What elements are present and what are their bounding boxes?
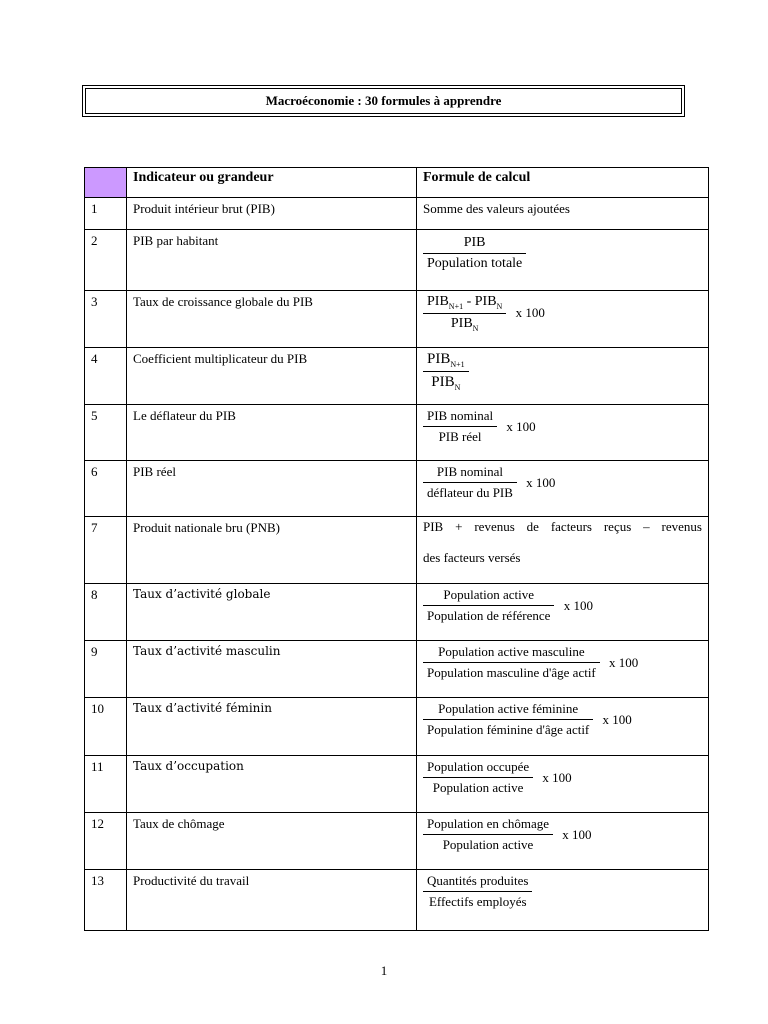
row-formula	[417, 461, 709, 517]
row-label: Productivité du travail	[127, 870, 417, 931]
fraction	[423, 701, 593, 738]
row-label: Produit nationale bru (PNB)	[127, 517, 417, 584]
fraction-denominator: Effectifs employés	[428, 894, 527, 909]
table-row	[85, 461, 709, 517]
header-indicator: Indicateur ou grandeur	[127, 168, 417, 198]
table-row	[85, 230, 709, 291]
row-formula	[417, 870, 709, 931]
row-number: 7	[85, 517, 127, 584]
num-part: PIB	[427, 351, 451, 367]
row-formula	[417, 230, 709, 291]
multiplier: x 100	[563, 597, 593, 613]
fraction-numerator: Quantités produites	[423, 873, 532, 892]
fraction-numerator: Population active masculine	[423, 644, 600, 663]
fraction-denominator: déflateur du PIB	[427, 485, 513, 500]
row-number: 12	[85, 813, 127, 870]
row-label: Produit intérieur brut (PIB)	[127, 198, 417, 230]
row-number: 3	[85, 291, 127, 348]
row-label: PIB réel	[127, 461, 417, 517]
num-sub2: N	[496, 301, 503, 311]
document-title: Macroéconomie : 30 formules à apprendre	[85, 88, 682, 114]
row-number: 4	[85, 348, 127, 405]
row-formula	[417, 405, 709, 461]
header-formula: Formule de calcul	[417, 168, 709, 198]
fraction-numerator	[423, 294, 506, 314]
fraction-denominator: Population totale	[427, 256, 523, 271]
fraction-numerator: PIB nominal	[423, 408, 497, 427]
formula-line-1: PIB + revenus de facteurs reçus – revenus	[423, 519, 702, 534]
den-part: PIB	[431, 374, 455, 390]
row-formula	[417, 348, 709, 405]
row-label: Taux d’activité masculin	[127, 641, 417, 698]
row-formula	[417, 517, 709, 584]
fraction-numerator: PIB nominal	[423, 464, 517, 483]
row-formula: Somme des valeurs ajoutées	[417, 198, 709, 230]
row-formula	[417, 698, 709, 756]
multiplier: x 100	[526, 474, 556, 490]
fraction-denominator: PIB réel	[438, 429, 482, 444]
row-number: 5	[85, 405, 127, 461]
multiplier: x 100	[542, 769, 572, 785]
fraction	[423, 464, 517, 501]
formula-line-2: des facteurs versés	[423, 550, 521, 565]
row-number: 1	[85, 198, 127, 230]
title-box	[82, 85, 685, 117]
multiplier: x 100	[602, 711, 632, 727]
fraction	[423, 587, 554, 624]
table-row	[85, 698, 709, 756]
row-number: 9	[85, 641, 127, 698]
row-number: 2	[85, 230, 127, 291]
table-row	[85, 291, 709, 348]
den-sub: N	[454, 383, 461, 392]
row-formula	[417, 291, 709, 348]
row-number: 11	[85, 756, 127, 813]
header-corner-cell	[85, 168, 127, 198]
table-row	[85, 517, 709, 584]
fraction	[423, 816, 553, 853]
fraction-denominator: Population active	[442, 837, 534, 852]
row-number: 13	[85, 870, 127, 931]
fraction-denominator: Population de référence	[427, 608, 551, 623]
fraction-numerator: Population active	[423, 587, 554, 606]
row-label: Coefficient multiplicateur du PIB	[127, 348, 417, 405]
page-number: 1	[380, 963, 388, 978]
num-part: PIB	[427, 294, 449, 309]
formula-table	[84, 167, 709, 931]
row-label: Taux d’activité globale	[127, 584, 417, 641]
den-part: PIB	[450, 315, 473, 331]
fraction-numerator: PIB	[423, 235, 526, 254]
multiplier: x 100	[506, 418, 536, 434]
num-part2: - PIB	[463, 294, 497, 309]
fraction-numerator: Population active féminine	[423, 701, 593, 720]
fraction-numerator	[423, 351, 469, 372]
fraction	[423, 294, 506, 333]
num-sub: N+1	[450, 360, 465, 369]
num-sub: N+1	[448, 301, 464, 311]
row-label: Le déflateur du PIB	[127, 405, 417, 461]
fraction-denominator: Population active	[432, 780, 524, 795]
fraction-numerator: Population en chômage	[423, 816, 553, 835]
row-formula	[417, 641, 709, 698]
fraction	[423, 759, 533, 796]
table-row	[85, 348, 709, 405]
table-row	[85, 813, 709, 870]
fraction	[423, 235, 526, 272]
fraction-denominator: Population féminine d'âge actif	[427, 722, 590, 737]
fraction-numerator: Population occupée	[423, 759, 533, 778]
row-formula	[417, 813, 709, 870]
row-formula	[417, 584, 709, 641]
row-label: Taux d’activité féminin	[127, 698, 417, 756]
table-row	[85, 198, 709, 230]
multiplier: x 100	[515, 305, 545, 321]
table-row	[85, 756, 709, 813]
fraction	[423, 351, 469, 392]
table-row	[85, 584, 709, 641]
fraction-denominator: Population masculine d'âge actif	[427, 665, 596, 680]
row-label: PIB par habitant	[127, 230, 417, 291]
table-header-row	[85, 168, 709, 198]
fraction	[423, 408, 497, 445]
table-row	[85, 405, 709, 461]
multiplier: x 100	[562, 826, 592, 842]
table-row	[85, 641, 709, 698]
fraction	[423, 644, 600, 681]
multiplier: x 100	[609, 654, 639, 670]
row-number: 8	[85, 584, 127, 641]
row-label: Taux de chômage	[127, 813, 417, 870]
den-sub: N	[472, 323, 479, 333]
row-label: Taux de croissance globale du PIB	[127, 291, 417, 348]
row-number: 6	[85, 461, 127, 517]
fraction-denominator	[423, 314, 506, 333]
row-formula	[417, 756, 709, 813]
row-label: Taux d’occupation	[127, 756, 417, 813]
row-number: 10	[85, 698, 127, 756]
fraction-denominator	[423, 372, 469, 392]
table-row	[85, 870, 709, 931]
fraction	[423, 873, 532, 910]
